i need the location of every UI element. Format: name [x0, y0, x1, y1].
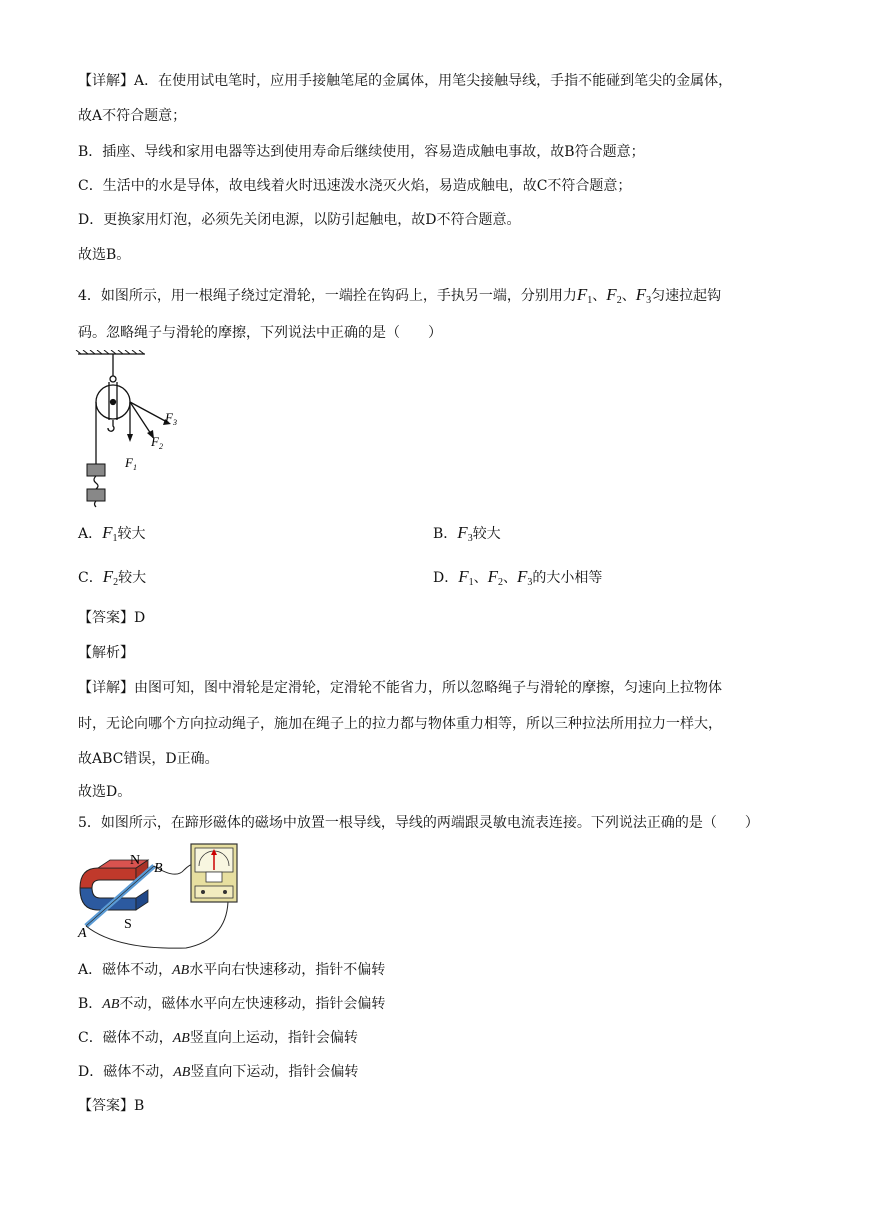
q4-stem-line2: 码。忽略绳子与滑轮的摩擦，下列说法中正确的是（ ）: [78, 325, 442, 341]
q4-option-d[interactable]: D．$F_1$、$F_2$、$F_3$的大小相等: [433, 567, 603, 588]
label-b: B: [154, 861, 163, 876]
q5-option-d[interactable]: D．磁体不动，AB竖直向下运动，指针会偏转: [78, 1064, 359, 1080]
q4-detail-line2: 时，无论向哪个方向拉动绳子，施加在绳子上的拉力都与物体重力相等，所以三种拉法所用拉力一样大，: [78, 716, 722, 732]
q4-stem-line1: 4．如图所示，用一根绳子绕过定滑轮，一端拴在钩码上，手执另一端，分别用力$F_1$、$F_2$、$F_3$匀速拉起钩: [78, 285, 722, 306]
q4-choose: 故选D。: [78, 784, 132, 800]
q5-option-a[interactable]: A．磁体不动，AB水平向右快速移动，指针不偏转: [78, 962, 386, 978]
q4-detail-line1: 【详解】由图可知，图中滑轮是定滑轮，定滑轮不能省力，所以忽略绳子与滑轮的摩擦，匀速向上拉物体: [78, 680, 722, 696]
q4-answer: 【答案】D: [78, 610, 146, 626]
label-f1: $F_1$: [125, 455, 137, 472]
q5-option-b[interactable]: B．AB不动，磁体水平向左快速移动，指针会偏转: [78, 996, 386, 1012]
pulley-figure: [75, 350, 205, 510]
label-f3: $F_3$: [165, 410, 177, 427]
q3-detail-line2: 故A不符合题意；: [78, 108, 187, 124]
q3-option-b-explanation: B．插座、导线和家用电器等达到使用寿命后继续使用，容易造成触电事故，故B符合题意；: [78, 144, 645, 160]
q4-option-a[interactable]: A．$F_1$较大: [78, 523, 146, 544]
q5-stem: 5．如图所示，在蹄形磁体的磁场中放置一根导线，导线的两端跟灵敏电流表连接。下列说法正确的是（ ）: [78, 815, 759, 831]
q4-option-c[interactable]: C．$F_2$较大: [78, 567, 147, 588]
magnet-galvanometer-figure: [76, 840, 246, 955]
q4-detail-line3: 故ABC错误，D正确。: [78, 751, 219, 767]
q3-detail-line1: 【详解】A．在使用试电笔时，应用手接触笔尾的金属体，用笔尖接触导线，手指不能碰到笔尖的金属体，: [78, 73, 733, 89]
q5-option-c[interactable]: C．磁体不动，AB竖直向上运动，指针会偏转: [78, 1030, 358, 1046]
q4-analysis-heading: 【解析】: [78, 645, 134, 661]
q3-option-c-explanation: C．生活中的水是导体，故电线着火时迅速泼水浇灭火焰，易造成触电，故C不符合题意；: [78, 178, 632, 194]
q4-option-b[interactable]: B．$F_3$较大: [433, 523, 501, 544]
q3-option-d-explanation: D．更换家用灯泡，必须先关闭电源，以防引起触电，故D不符合题意。: [78, 212, 521, 228]
label-a: A: [78, 926, 87, 941]
label-n: N: [130, 853, 141, 868]
q3-choose: 故选B。: [78, 247, 131, 263]
q5-answer: 【答案】B: [78, 1098, 145, 1114]
label-f2: $F_2$: [151, 434, 163, 451]
label-s: S: [124, 917, 132, 932]
